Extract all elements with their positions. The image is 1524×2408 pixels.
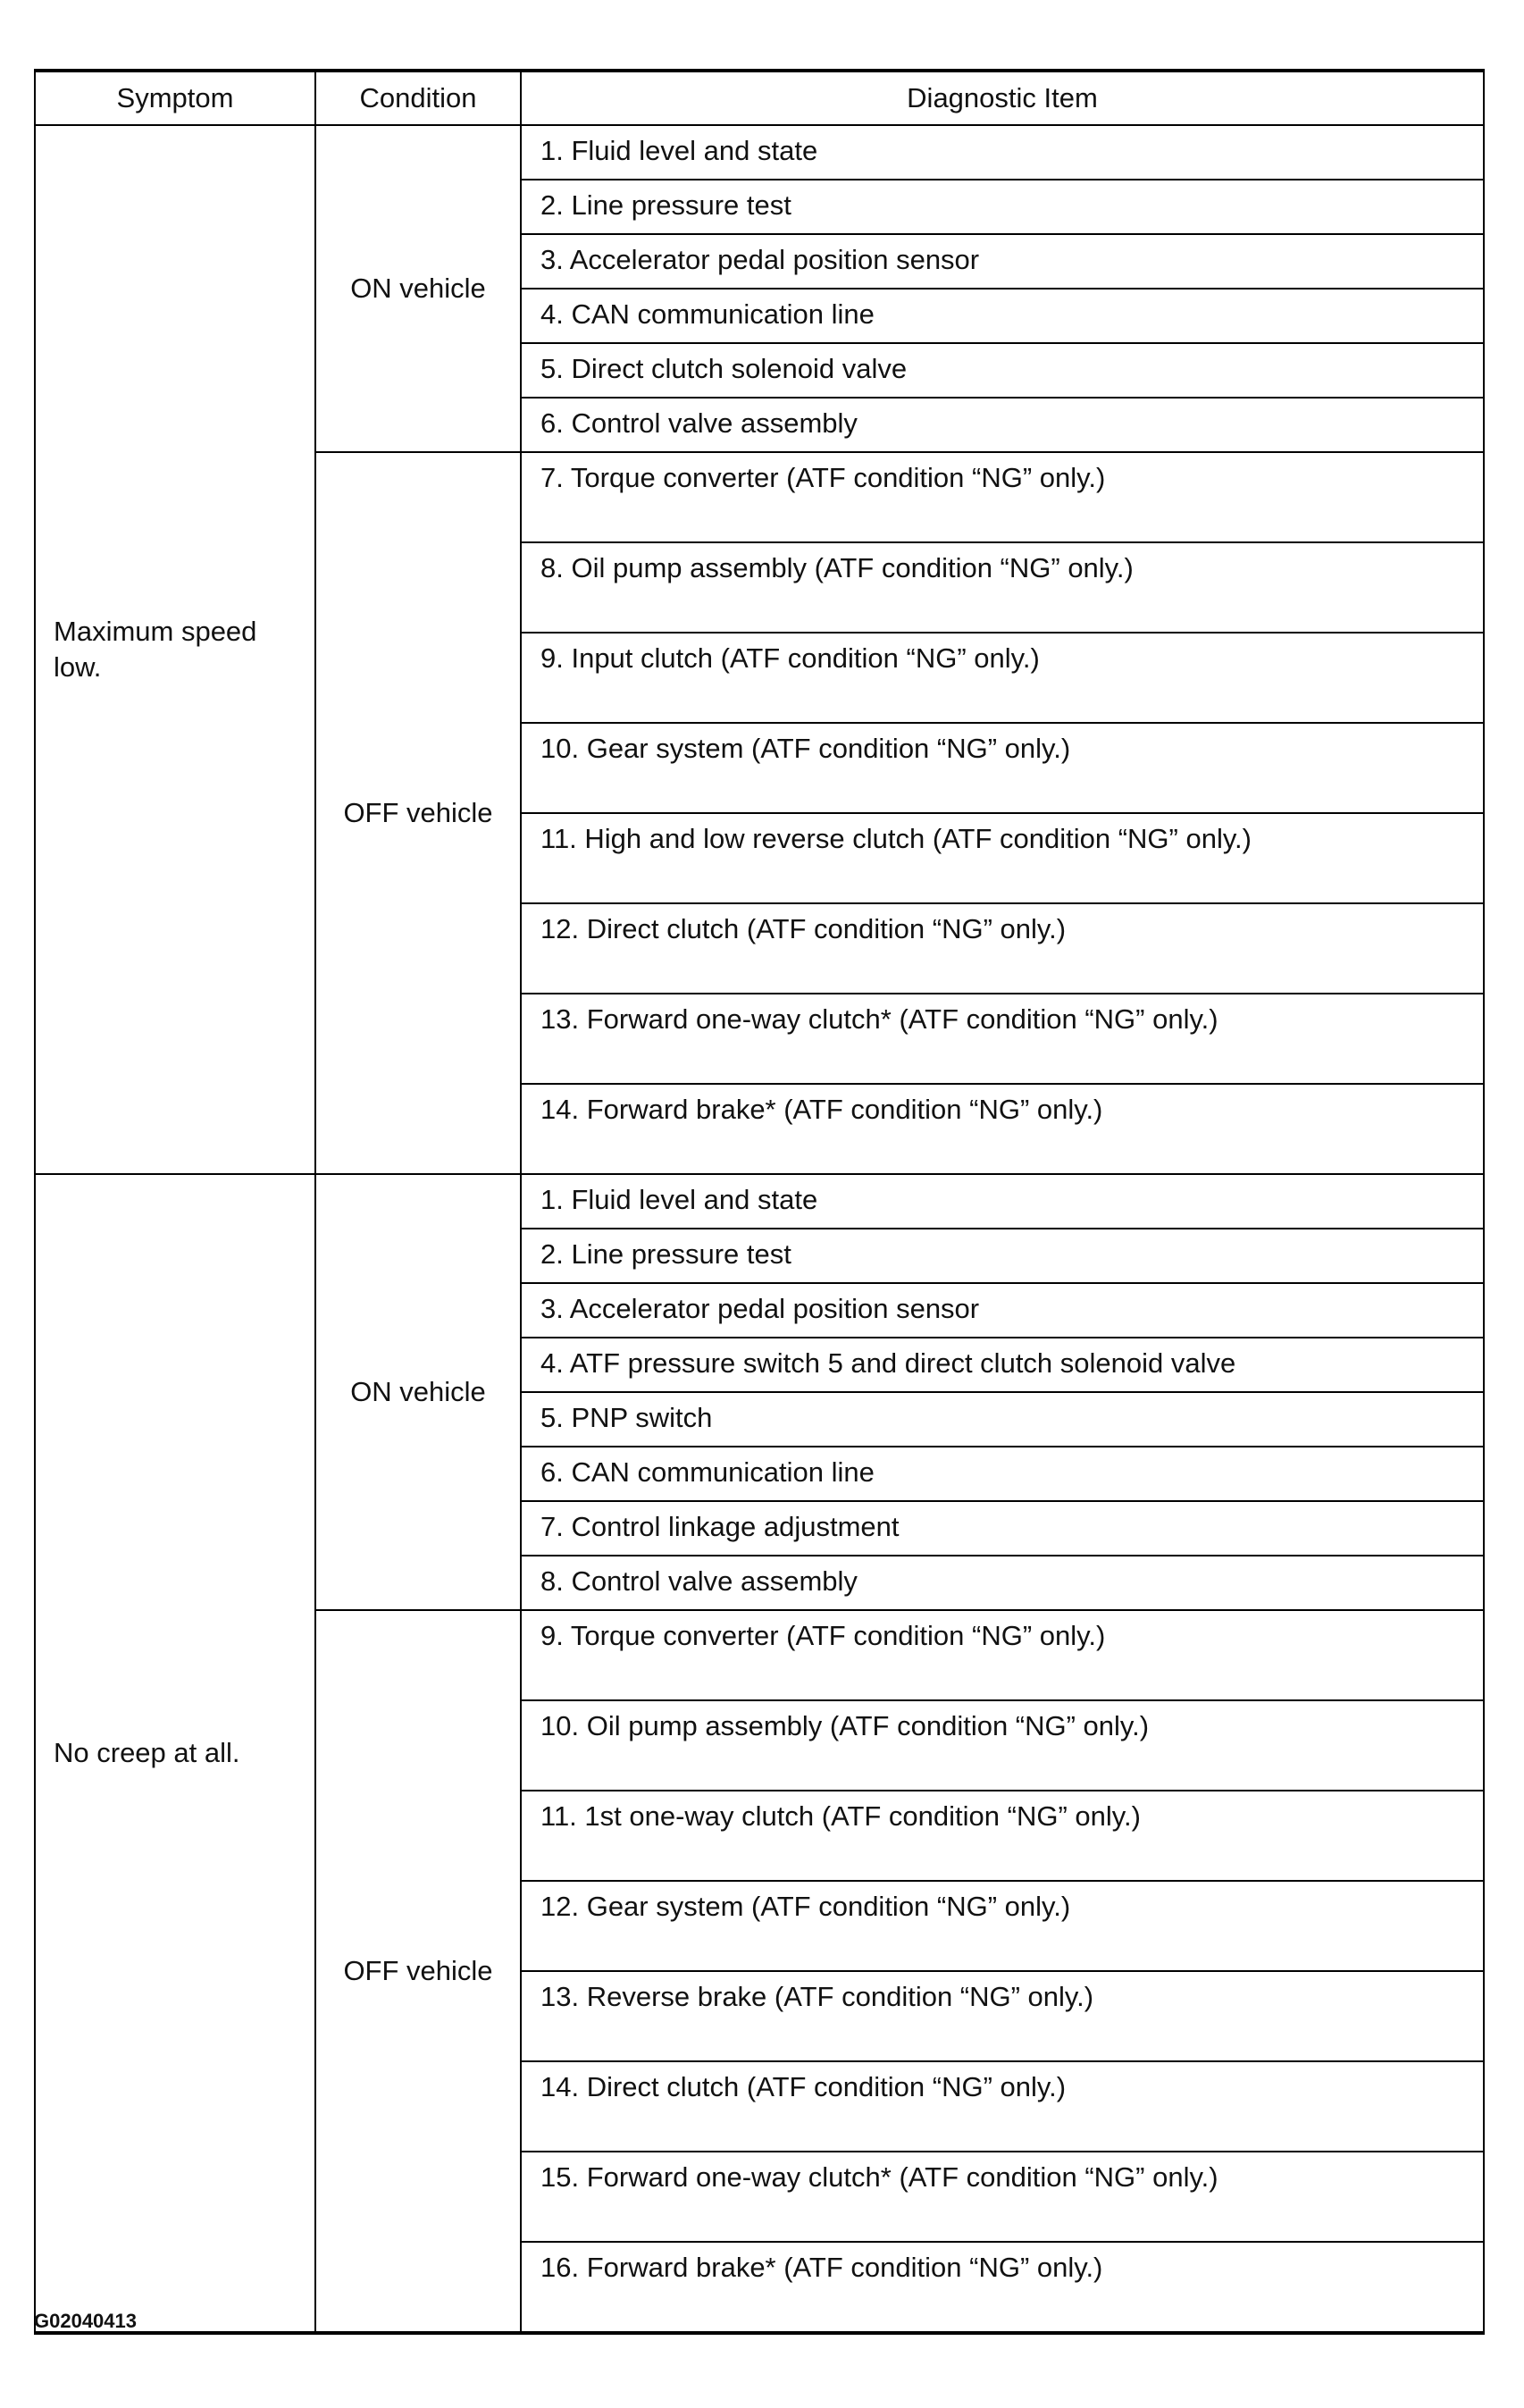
diagnostic-item-cell: 3. Accelerator pedal position sensor	[521, 1283, 1484, 1338]
diagnostic-item-cell: 7. Control linkage adjustment	[521, 1501, 1484, 1556]
diagnostic-item-cell: 12. Direct clutch (ATF condition “NG” only.)	[521, 903, 1484, 994]
diagnostic-item-cell: 15. Forward one-way clutch* (ATF condition “NG” only.)	[521, 2152, 1484, 2242]
diagnostic-item-cell: 8. Oil pump assembly (ATF condition “NG” only.)	[521, 542, 1484, 633]
diagnostic-item-header: Diagnostic Item	[521, 71, 1484, 125]
diagnostic-item-cell: 11. 1st one-way clutch (ATF condition “NG” only.)	[521, 1791, 1484, 1881]
diagnostic-table	[34, 69, 1485, 2335]
diagnostic-item-cell: 10. Gear system (ATF condition “NG” only.)	[521, 723, 1484, 813]
diagnostic-item-cell: 7. Torque converter (ATF condition “NG” only.)	[521, 452, 1484, 542]
diagnostic-item-cell: 3. Accelerator pedal position sensor	[521, 234, 1484, 289]
diagnostic-item-cell: 13. Reverse brake (ATF condition “NG” only.)	[521, 1971, 1484, 2061]
diagnostic-item-cell: 4. CAN communication line	[521, 289, 1484, 343]
diagnostic-item-cell: 1. Fluid level and state	[521, 125, 1484, 180]
symptom-cell: No creep at all.	[35, 1174, 315, 2333]
diagnostic-item-cell: 8. Control valve assembly	[521, 1556, 1484, 1610]
diagnostic-item-cell: 1. Fluid level and state	[521, 1174, 1484, 1229]
symptom-header: Symptom	[35, 71, 315, 125]
diagnostic-item-cell: 5. Direct clutch solenoid valve	[521, 343, 1484, 398]
condition-cell: ON vehicle	[315, 1174, 521, 1610]
diagnostic-item-cell: 16. Forward brake* (ATF condition “NG” only.)	[521, 2242, 1484, 2333]
table-row	[35, 125, 1484, 180]
condition-cell: ON vehicle	[315, 125, 521, 452]
diagnostic-item-cell: 10. Oil pump assembly (ATF condition “NG” only.)	[521, 1700, 1484, 1791]
diagnostic-item-cell: 6. Control valve assembly	[521, 398, 1484, 452]
diagnostic-item-cell: 9. Input clutch (ATF condition “NG” only.)	[521, 633, 1484, 723]
diagnostic-item-cell: 4. ATF pressure switch 5 and direct clutch solenoid valve	[521, 1338, 1484, 1392]
table-body	[35, 125, 1484, 2333]
diagnostic-item-cell: 12. Gear system (ATF condition “NG” only.)	[521, 1881, 1484, 1971]
condition-cell: OFF vehicle	[315, 1610, 521, 2333]
figure-id: G02040413	[34, 2310, 137, 2332]
diagnostic-item-cell: 5. PNP switch	[521, 1392, 1484, 1447]
header-row	[35, 71, 1484, 125]
diagnostic-item-cell: 14. Direct clutch (ATF condition “NG” only.)	[521, 2061, 1484, 2152]
diagnostic-item-cell: 2. Line pressure test	[521, 1229, 1484, 1283]
diagnostic-item-cell: 6. CAN communication line	[521, 1447, 1484, 1501]
diagnostic-item-cell: 14. Forward brake* (ATF condition “NG” only.)	[521, 1084, 1484, 1174]
symptom-cell: Maximum speed low.	[35, 125, 315, 1174]
diagnostic-item-cell: 11. High and low reverse clutch (ATF condition “NG” only.)	[521, 813, 1484, 903]
condition-cell: OFF vehicle	[315, 452, 521, 1174]
condition-header: Condition	[315, 71, 521, 125]
diagnostic-item-cell: 13. Forward one-way clutch* (ATF condition “NG” only.)	[521, 994, 1484, 1084]
table-row	[35, 1174, 1484, 1229]
diagnostic-item-cell: 9. Torque converter (ATF condition “NG” only.)	[521, 1610, 1484, 1700]
diagnostic-item-cell: 2. Line pressure test	[521, 180, 1484, 234]
